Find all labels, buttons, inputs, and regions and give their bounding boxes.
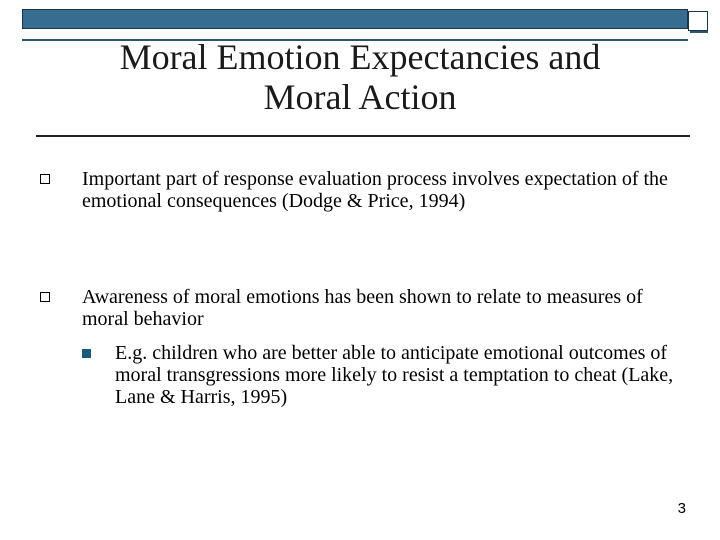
corner-square bbox=[688, 11, 708, 31]
page-number: 3 bbox=[677, 500, 686, 517]
hollow-square-bullet-icon bbox=[40, 174, 50, 184]
slide-title bbox=[40, 37, 680, 117]
corner-underline bbox=[690, 31, 708, 33]
header-decoration-bar bbox=[22, 9, 688, 31]
slide-title-line-2: Moral Action bbox=[263, 77, 457, 117]
bullet-text: Awareness of moral emotions has been shown to relate to measures of moral behavior bbox=[82, 286, 643, 330]
hollow-square-bullet-icon bbox=[40, 292, 50, 302]
header-band bbox=[22, 9, 688, 29]
title-divider bbox=[36, 135, 690, 137]
sub-bullet-text: E.g. children who are better able to anticipate emotional outcomes of moral transgressions more likely to resist a temptation to cheat (Lake, Lane & Harris, 1995) bbox=[115, 342, 674, 408]
slide-title-line-1: Moral Emotion Expectancies and bbox=[119, 37, 601, 77]
filled-square-bullet-icon bbox=[82, 349, 91, 358]
bullet-text: Important part of response evaluation process involves expectation of the emotional consequences (Dodge & Price, 1994) bbox=[82, 168, 668, 212]
